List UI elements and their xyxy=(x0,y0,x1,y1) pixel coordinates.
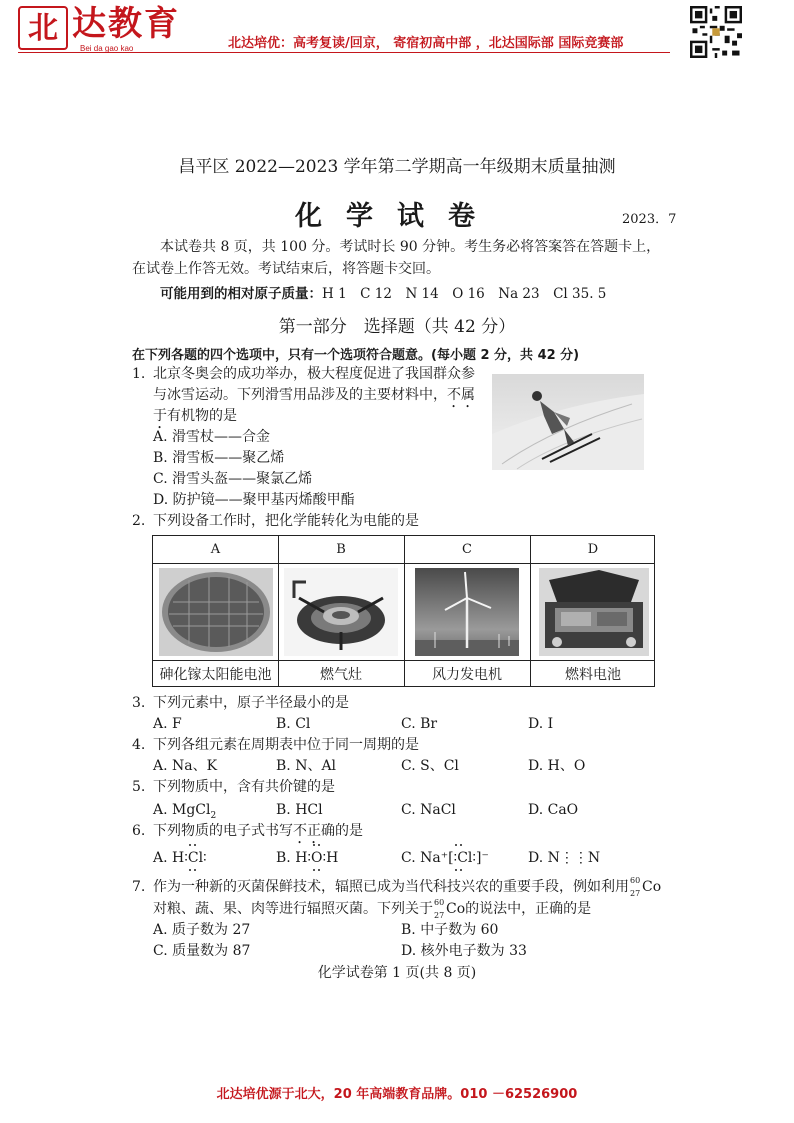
q1-option-d: D. 防护镜——聚甲基丙烯酸甲酯 xyxy=(153,492,355,508)
q7-atomic-number-2: 27 xyxy=(434,911,445,920)
q1-emphasis-yu: 于 xyxy=(153,408,167,424)
solar-cell-photo xyxy=(159,568,273,656)
q1-text-line2-pre: 与冰雪运动。下列滑雪用品涉及的主要材料中， xyxy=(153,387,447,403)
exam-title: 昌平区 2022—2023 学年第二学期高一年级期末质量抽测 xyxy=(178,157,616,177)
q1-option-c: C. 滑雪头盔——聚氯乙烯 xyxy=(153,471,313,487)
qr-code-icon xyxy=(690,6,742,58)
q4-number: 4. xyxy=(132,737,146,753)
q6-option-a: A. H∶Cl∶ xyxy=(153,850,207,866)
q2-header-a: A xyxy=(210,542,221,557)
q1-text-line1: 北京冬奥会的成功举办，极大程度促进了我国群众参 xyxy=(153,366,475,382)
q1-text-line3-rest: 有机物的是 xyxy=(167,408,237,424)
subject-title: 化学试卷 xyxy=(295,201,499,232)
q4-option-a: A. Na、K xyxy=(153,758,218,774)
page-footer: 化学试卷第 1 页(共 8 页) xyxy=(317,965,477,981)
q3-option-d: D. I xyxy=(528,716,554,732)
q2-label-c: 风力发电机 xyxy=(432,667,502,683)
skier-photo xyxy=(492,374,644,470)
q2-label-b: 燃气灶 xyxy=(320,667,362,683)
q6-option-c: C. Na⁺[∶Cl∶]⁻ xyxy=(401,850,489,866)
q2-label-a: 砷化镓太阳能电池 xyxy=(159,667,272,683)
q7-nuclide-notation-2 xyxy=(433,898,446,920)
q6-option-b: B. H∶O∶H xyxy=(276,850,339,866)
q1-emphasis-bushu: 不属 xyxy=(447,387,475,403)
q5-text: 下列物质中，含有共价键的是 xyxy=(153,779,335,795)
q1-option-a: A. 滑雪杖——合金 xyxy=(153,429,271,445)
header-divider xyxy=(18,52,670,53)
q5-option-a-subscript: 2 xyxy=(210,810,217,821)
q2-header-b: B xyxy=(336,542,346,557)
q2-options-table xyxy=(152,535,655,687)
q5-option-d: D. CaO xyxy=(528,802,579,818)
q6-emphasis-buzheng: 不正 xyxy=(293,823,321,839)
exam-date: 2023．7 xyxy=(622,212,677,227)
q2-text: 下列设备工作时，把化学能转化为电能的是 xyxy=(153,513,419,529)
brand-pinyin: Bei da gao kao xyxy=(80,44,134,53)
q6-text-pre: 下列物质的电子式书写 xyxy=(153,823,293,839)
q3-option-a: A. F xyxy=(153,716,182,732)
q7-mass-number: 60 xyxy=(630,876,641,885)
q7-option-b: B. 中子数为 60 xyxy=(401,922,499,938)
q4-option-d: D. H、O xyxy=(528,758,586,774)
table-divider xyxy=(153,563,654,564)
q6-text-post: 确的是 xyxy=(321,823,363,839)
q7-text-line2-pre: 对粮、蔬、果、肉等进行辐照灭菌。下列关于 xyxy=(153,901,433,917)
q7-option-a: A. 质子数为 27 xyxy=(153,922,251,938)
atomic-masses-values: H 1 C 12 N 14 O 16 Na 23 Cl 35. 5 xyxy=(322,286,607,302)
q7-text-line2-post: 的说法中，正确的是 xyxy=(465,901,592,917)
q7-mass-number-2: 60 xyxy=(434,898,445,907)
q4-option-b: B. N、Al xyxy=(276,758,337,774)
q5-option-b: B. HCl xyxy=(276,802,323,818)
fuel-cell-photo xyxy=(539,568,649,656)
q2-number: 2. xyxy=(132,513,146,529)
part1-instruction: 在下列各题的四个选项中，只有一个选项符合题意。(每小题 2 分，共 42 分) xyxy=(132,348,580,363)
q7-element-symbol: Co xyxy=(642,879,662,895)
gas-stove-photo xyxy=(284,568,398,656)
electron-dots-icon xyxy=(176,840,596,874)
q3-number: 3. xyxy=(132,695,146,711)
q4-text: 下列各组元素在周期表中位于同一周期的是 xyxy=(153,737,419,753)
q2-header-d: D xyxy=(587,542,599,557)
header-slogan: 北达培优：高考复读/回京， 寄宿初高中部 ，北达国际部 国际竞赛部 xyxy=(228,36,624,51)
q7-atomic-number: 27 xyxy=(630,889,641,898)
q7-number: 7. xyxy=(132,879,146,895)
wind-turbine-photo xyxy=(415,568,519,656)
q7-text-line2 xyxy=(153,899,591,920)
q5-option-a-text: A. MgCl xyxy=(153,802,211,818)
q7-text-line1 xyxy=(153,877,661,898)
q7-text-line1-main: 作为一种新的灭菌保鲜技术，辐照已成为当代科技兴农的重要手段，例如利用 xyxy=(153,879,629,895)
atomic-masses xyxy=(160,282,606,302)
q2-label-d: 燃料电池 xyxy=(565,667,621,683)
q4-option-c: C. S、Cl xyxy=(401,758,459,774)
q5-number: 5. xyxy=(132,779,146,795)
logo-mark: 北 xyxy=(18,6,68,50)
q1-number: 1. xyxy=(132,366,146,382)
q3-text: 下列元素中，原子半径最小的是 xyxy=(153,695,349,711)
footer-advertisement: 北达培优源于北大，20 年高端教育品牌。010 －62526900 xyxy=(216,1087,578,1102)
q6-option-d: D. N⋮⋮N xyxy=(528,850,601,866)
exam-instructions: 本试卷共 8 页，共 100 分。考试时长 90 分钟。考生务必将答案答在答题卡上，在试卷上作答无效。考试结束后，将答题卡交回。 xyxy=(132,239,661,277)
q7-option-c: C. 质量数为 87 xyxy=(153,943,251,959)
q7-element-symbol-2: Co xyxy=(446,901,466,917)
q7-nuclide-notation xyxy=(629,876,642,898)
brand-name: 达教育 xyxy=(72,4,180,44)
q6-number: 6. xyxy=(132,823,146,839)
q7-option-d: D. 核外电子数为 33 xyxy=(401,943,527,959)
q3-option-c: C. Br xyxy=(401,716,438,732)
q1-option-b: B. 滑雪板——聚乙烯 xyxy=(153,450,285,466)
atomic-masses-label: 可能用到的相对原子质量： xyxy=(160,286,322,302)
q2-header-c: C xyxy=(462,542,472,557)
q5-option-c: C. NaCl xyxy=(401,802,456,818)
table-divider xyxy=(153,660,654,661)
part1-title: 第一部分 选择题（共 42 分） xyxy=(278,317,516,337)
q3-option-b: B. Cl xyxy=(276,716,311,732)
